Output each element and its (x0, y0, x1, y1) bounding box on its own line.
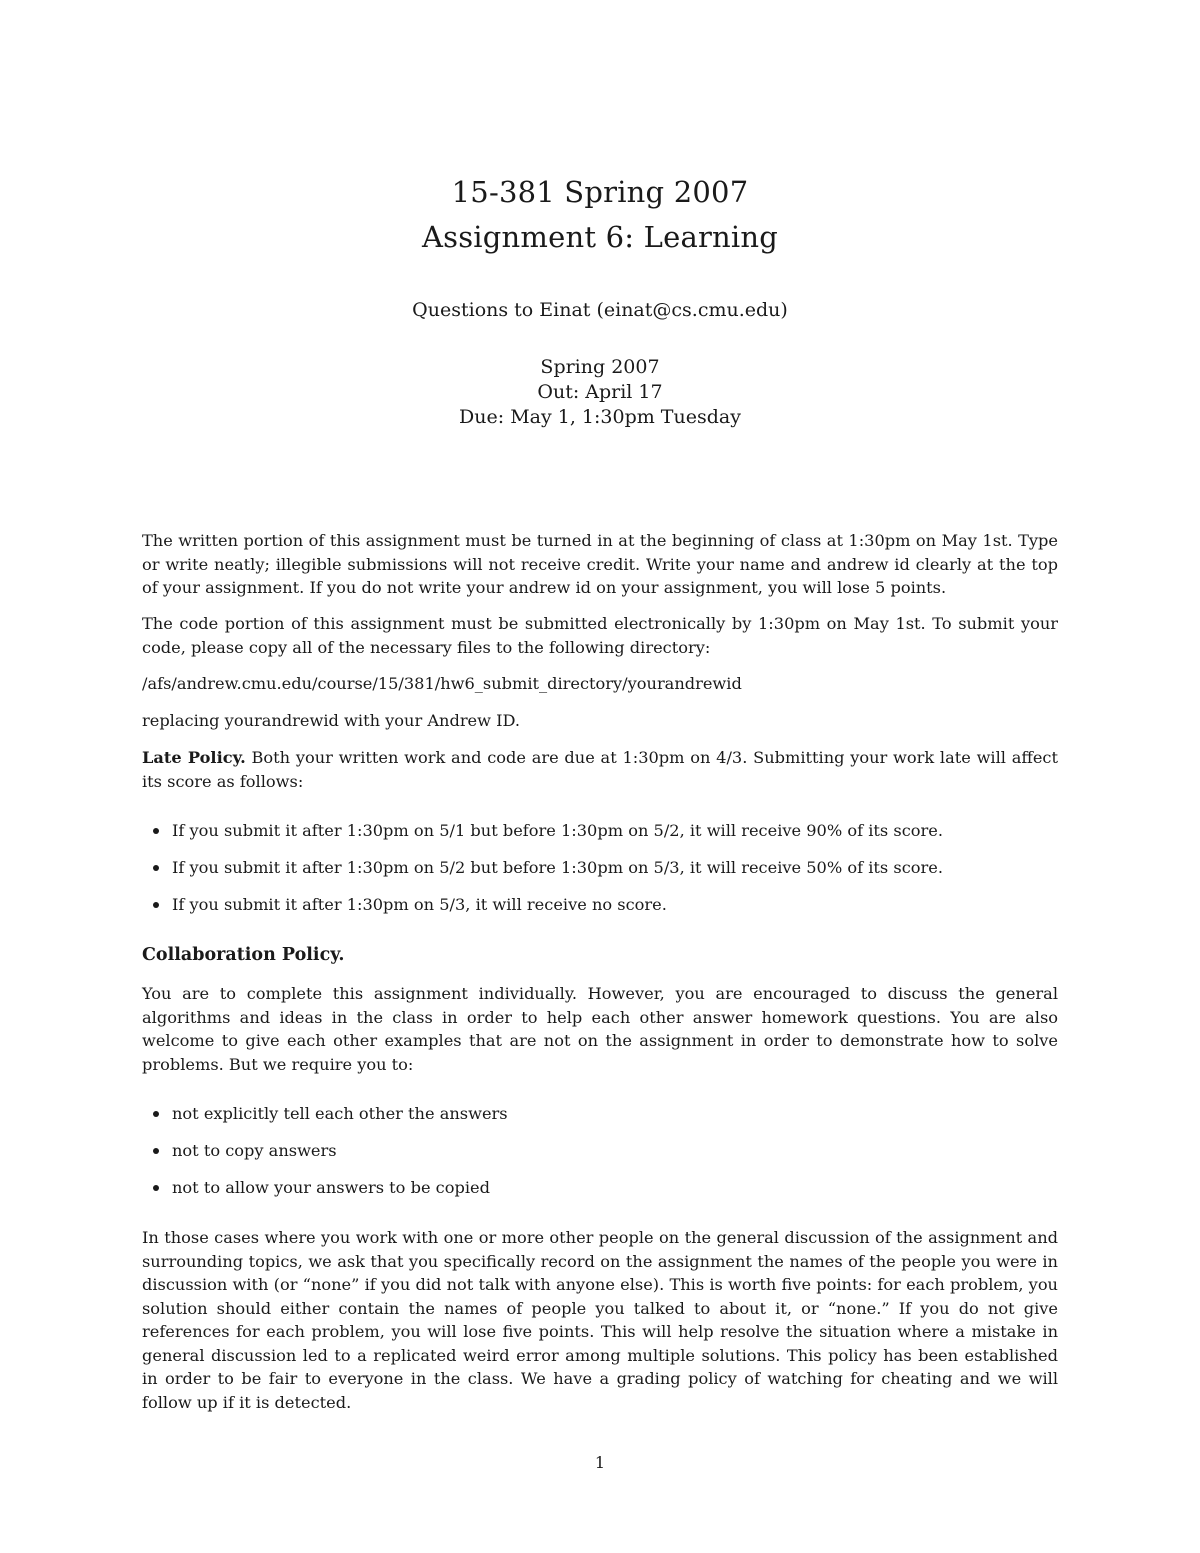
list-item-text: not to copy answers (172, 1141, 337, 1160)
list-item (172, 1102, 508, 1125)
collaboration-heading: Collaboration Policy. (142, 945, 345, 965)
bullet-icon (153, 828, 159, 834)
late-policy-paragraph (142, 746, 1058, 793)
course-title: 15-381 Spring 2007 (451, 175, 749, 209)
bullet-icon (153, 1148, 159, 1154)
code-portion-paragraph: The code portion of this assignment must be submitted electronically by 1:30pm on May 1st. To submit your code, please copy all of the necessary files to the following directory: (142, 614, 1058, 657)
late-policy-text: Both your written work and code are due at 1:30pm on 4/3. Submitting your work late will affect its score as follows: (142, 748, 1059, 791)
list-item (172, 1176, 490, 1199)
list-item (172, 893, 667, 916)
bullet-icon (153, 902, 159, 908)
collaboration-paragraph: You are to complete this assignment individually. However, you are encouraged to discuss the general algorithms and ideas in the class in order to help each other answer homework questions. You are also welcome to give each other examples that are not on the assignment in order to demonstrate how to solve problems. But we require you to: (142, 984, 1058, 1074)
collaboration-closing-paragraph: In those cases where you work with one or more other people on the general discussion of the assignment and surrounding topics, we ask that you specifically record on the assignment the names of the people you were in discussion with (or “none” if you did not talk with anyone else). This is worth five points: for each problem, you solution should either contain the names of people you talked to about it, or “none.” If you do not give references for each problem, you will lose five points. This will help resolve the situation where a mistake in general discussion led to a replicated weird error among multiple solutions. This policy has been established in order to be fair to everyone in the class. We have a grading policy of watching for cheating and we will follow up if it is detected. (142, 1228, 1058, 1412)
list-item (172, 819, 943, 842)
page-number: 1 (594, 1453, 606, 1472)
submit-directory-path: /afs/andrew.cmu.edu/course/15/381/hw6_submit_directory/yourandrewid (142, 674, 742, 693)
bullet-icon (153, 1185, 159, 1191)
list-item (172, 856, 943, 879)
written-portion-paragraph: The written portion of this assignment must be turned in at the beginning of class at 1:30pm on May 1st. Type or write neatly; illegible submissions will not receive credit. Write your name and andrew id clearly at the top of your assignment. If you do not write your andrew id on your assignment, you will lose 5 points. (142, 531, 1058, 597)
list-item-text: not to allow your answers to be copied (172, 1178, 490, 1197)
late-policy-heading: Late Policy. (142, 748, 246, 767)
list-item (172, 1139, 337, 1162)
out-date: Out: April 17 (537, 381, 663, 403)
list-item-text: If you submit it after 1:30pm on 5/3, it will receive no score. (172, 895, 667, 914)
due-date: Due: May 1, 1:30pm Tuesday (459, 406, 741, 428)
assignment-title: Assignment 6: Learning (421, 220, 779, 254)
bullet-icon (153, 1111, 159, 1117)
list-item-text: not explicitly tell each other the answers (172, 1104, 508, 1123)
replacing-note: replacing yourandrewid with your Andrew ID. (142, 711, 521, 730)
questions-contact: Questions to Einat (einat@cs.cmu.edu) (412, 299, 788, 321)
list-item-text: If you submit it after 1:30pm on 5/1 but before 1:30pm on 5/2, it will receive 90% of its score. (172, 821, 943, 840)
bullet-icon (153, 865, 159, 871)
list-item-text: If you submit it after 1:30pm on 5/2 but before 1:30pm on 5/3, it will receive 50% of its score. (172, 858, 943, 877)
term-line: Spring 2007 (540, 356, 660, 378)
